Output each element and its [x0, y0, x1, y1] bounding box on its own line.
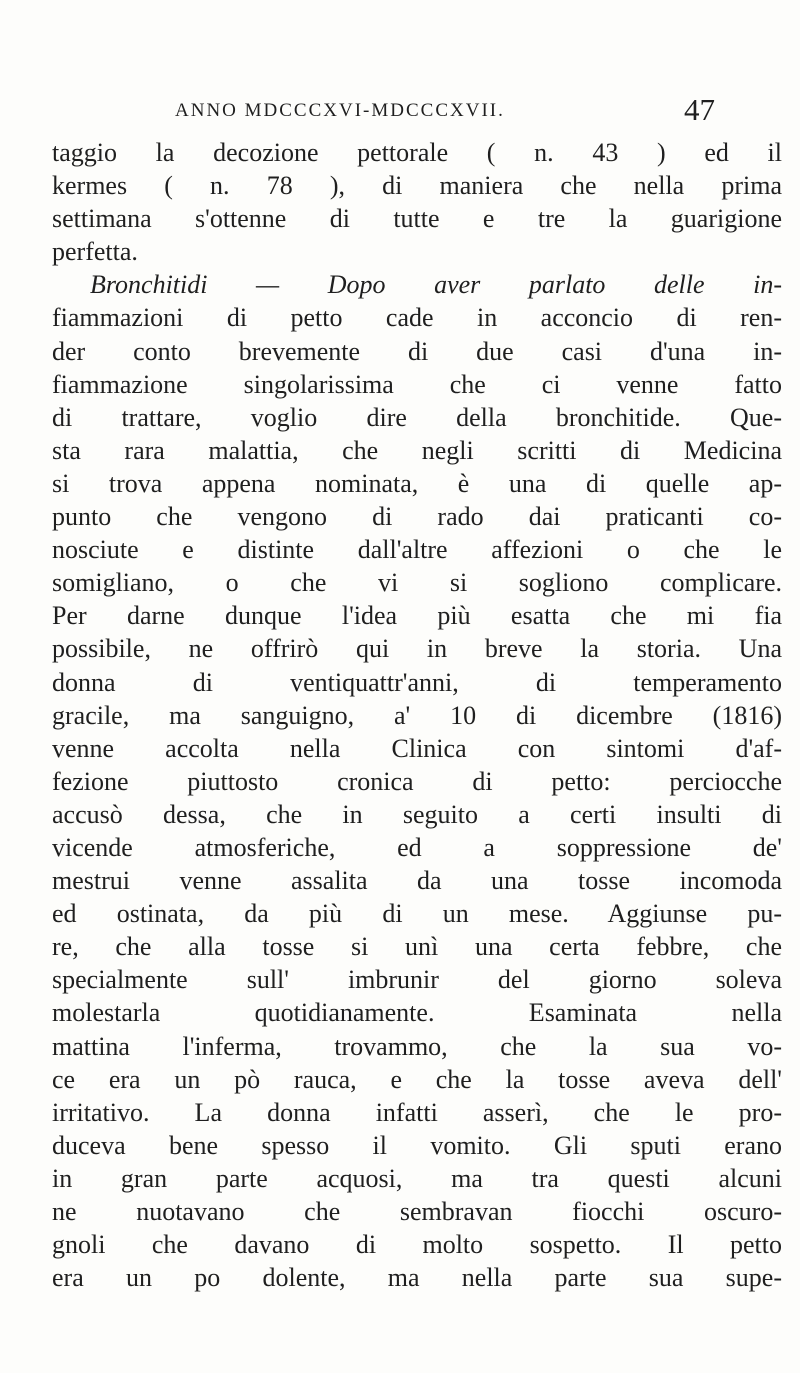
- text-line: mattina l'inferma, trovammo, che la sua vo-: [52, 1031, 782, 1061]
- text-line: gracile, ma sanguigno, a' 10 di dicembre (1816): [52, 700, 782, 730]
- text-line: duceva bene spesso il vomito. Gli sputi erano: [52, 1130, 782, 1160]
- text-line: der conto brevemente di due casi d'una in-: [52, 336, 782, 366]
- text-line: perfetta.: [52, 237, 138, 267]
- text-line: ce era un pò rauca, e che la tosse aveva dell': [52, 1064, 782, 1094]
- body-text: [52, 136, 782, 1294]
- text-line: specialmente sull' imbrunir del giorno soleva: [52, 965, 782, 995]
- text-line: si trova appena nominata, è una di quelle ap-: [52, 468, 782, 498]
- text-line: possibile, ne offrirò qui in breve la storia. Una: [52, 634, 782, 664]
- text-line: fiammazioni di petto cade in acconcio di ren-: [52, 303, 782, 333]
- text-line: punto che vengono di rado dai praticanti co-: [52, 502, 782, 532]
- text-line: gnoli che davano di molto sospetto. Il petto: [52, 1230, 782, 1260]
- text-line: sta rara malattia, che negli scritti di Medicina: [52, 435, 782, 465]
- text-line: mestrui venne assalita da una tosse incomoda: [52, 866, 782, 896]
- text-line: accusò dessa, che in seguito a certi insulti di: [52, 799, 782, 829]
- running-title: ANNO MDCCCXVI-MDCCCXVII.: [175, 100, 505, 121]
- text-line: vicende atmosferiche, ed a soppressione de': [52, 832, 782, 862]
- running-head: [175, 92, 715, 132]
- text-line: kermes ( n. 78 ), di maniera che nella prima: [52, 171, 782, 201]
- text-line: re, che alla tosse si unì una certa febbre, che: [52, 932, 782, 962]
- text-line: venne accolta nella Clinica con sintomi d'af-: [52, 733, 782, 763]
- text-line: ne nuotavano che sembravan fiocchi oscuro-: [52, 1197, 782, 1226]
- text-line: in gran parte acquosi, ma tra questi alcuni: [52, 1163, 782, 1193]
- text-line: ed ostinata, da più di un mese. Aggiunse pu-: [52, 899, 782, 929]
- text-line: somigliano, o che vi si sogliono complicare.: [52, 568, 782, 598]
- text-line: fezione piuttosto cronica di petto: perciocche: [52, 766, 782, 796]
- text-line: taggio la decozione pettorale ( n. 43 ) ed il: [52, 138, 782, 167]
- text-line: di trattare, voglio dire della bronchitide. Que-: [52, 402, 782, 432]
- text-line: nosciute e distinte dall'altre affezioni o che le: [52, 535, 782, 565]
- text-line: era un po dolente, ma nella parte sua supe-: [52, 1263, 782, 1293]
- text-line: irritativo. La donna infatti asserì, che le pro-: [52, 1097, 782, 1127]
- text-line: settimana s'ottenne di tutte e tre la guarigione: [52, 204, 782, 234]
- text-line: donna di ventiquattr'anni, di temperamento: [52, 667, 782, 697]
- page-number: 47: [684, 92, 715, 127]
- text-line: Per darne dunque l'idea più esatta che mi fia: [52, 601, 782, 631]
- text-line: molestarla quotidianamente. Esaminata nella: [52, 998, 782, 1028]
- text-line: fiammazione singolarissima che ci venne fatto: [52, 369, 782, 399]
- section-heading-line: Bronchitidi — Dopo aver parlato delle in-: [90, 270, 782, 300]
